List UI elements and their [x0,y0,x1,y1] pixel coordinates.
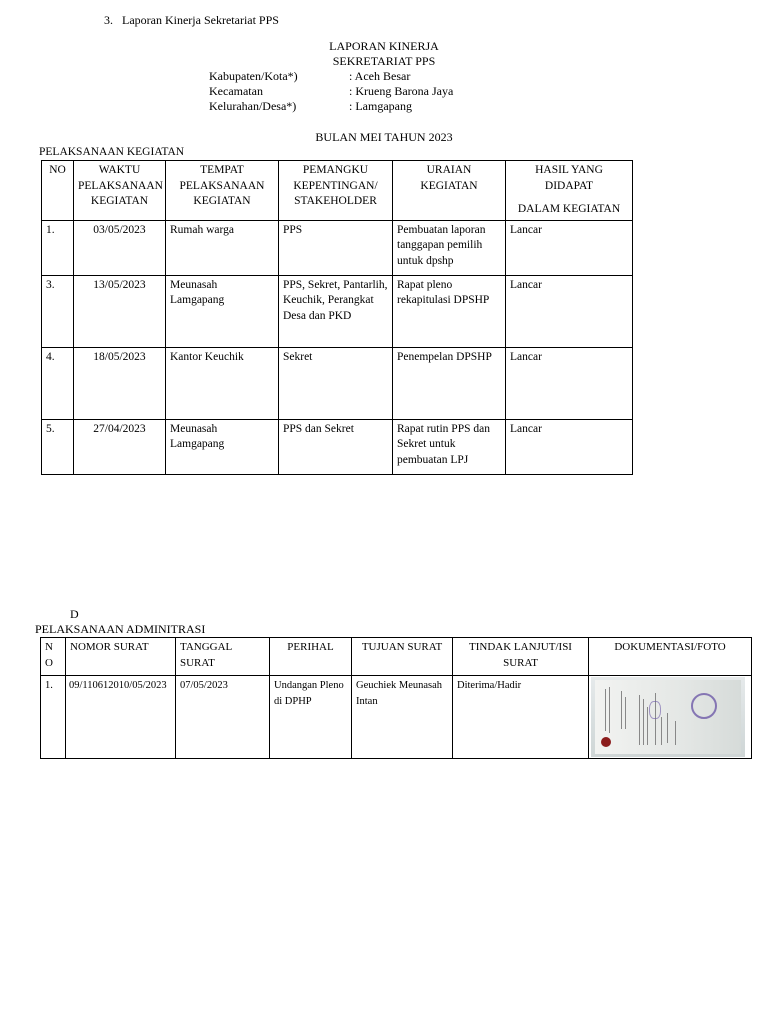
cell-waktu: 13/05/2023 [74,275,166,347]
cell-tempat: Meunasah Lamgapang [166,419,279,474]
admin-cell-tindak: Diterima/Hadir [453,676,589,759]
cell-hasil: Lancar [506,220,633,275]
cell-uraian: Pembuatan laporan tanggapan pemilih untuk dpshp [393,220,506,275]
admin-header-tujuan: TUJUAN SURAT [352,638,453,676]
cell-pemangku: PPS [279,220,393,275]
header-uraian: URAIAN KEGIATAN [393,161,506,221]
location-kecamatan: Kecamatan : Krueng Barona Jaya [209,84,454,98]
cell-tempat: Meunasah Lamgapang [166,275,279,347]
report-title [0,39,768,69]
admin-cell-no: 1. [41,676,66,759]
cell-hasil: Lancar [506,419,633,474]
admin-table [40,637,752,759]
admin-cell-perihal: Undangan Pleno di DPHP [270,676,352,759]
signature-icon [649,701,661,719]
cell-uraian: Rapat rutin PPS dan Sekret untuk pembuatan LPJ [393,419,506,474]
kegiatan-header-row [42,161,633,221]
admin-header-tanggal: TANGGAL SURAT [176,638,270,676]
cell-hasil: Lancar [506,275,633,347]
location-kelurahan: Kelurahan/Desa*) : Lamgapang [209,99,412,113]
cell-pemangku: PPS dan Sekret [279,419,393,474]
admin-header-dok: DOKUMENTASI/FOTO [589,638,752,676]
cell-pemangku: Sekret [279,347,393,419]
report-period: BULAN MEI TAHUN 2023 [315,130,453,144]
admin-section-label: PELAKSANAAN ADMINITRASI [35,622,206,636]
table-row [42,419,633,474]
kegiatan-section-label: PELAKSANAAN KEGIATAN [39,146,185,158]
kegiatan-table [41,160,633,475]
document-photo[interactable] [591,677,745,757]
admin-header-no: N O [41,638,66,676]
admin-cell-tujuan: Geuchiek Meunasah Intan [352,676,453,759]
cell-pemangku: PPS, Sekret, Pantarlih, Keuchik, Perangkat Desa dan PKD [279,275,393,347]
header-pemangku: PEMANGKU KEPENTINGAN/ STAKEHOLDER [279,161,393,221]
cell-no: 1. [42,220,74,275]
cell-no: 5. [42,419,74,474]
cell-uraian: Penempelan DPSHP [393,347,506,419]
location-kabupaten: Kabupaten/Kota*) : Aceh Besar [209,69,411,83]
header-hasil: HASIL YANG DIDAPAT DALAM KEGIATAN [506,161,633,221]
header-tempat: TEMPAT PELAKSANAAN KEGIATAN [166,161,279,221]
table-row [41,676,752,759]
heading-text: Laporan Kinerja Sekretariat PPS [122,13,279,27]
cell-waktu: 27/04/2023 [74,419,166,474]
cell-waktu: 03/05/2023 [74,220,166,275]
location-block [209,69,453,114]
cell-hasil: Lancar [506,347,633,419]
header-no: NO [42,161,74,221]
admin-header-row [41,638,752,676]
cell-no: 3. [42,275,74,347]
cell-uraian: Rapat pleno rekapitulasi DPSHP [393,275,506,347]
admin-cell-tanggal: 07/05/2023 [176,676,270,759]
table-row [42,220,633,275]
admin-cell-nomor: 09/110612010/05/2023 [66,676,176,759]
stamp-icon [691,693,717,719]
admin-cell-dok [589,676,752,759]
cell-tempat: Rumah warga [166,220,279,275]
admin-header-perihal: PERIHAL [270,638,352,676]
cell-tempat: Kantor Keuchik [166,347,279,419]
table-row [42,347,633,419]
logo-icon [601,737,611,747]
header-waktu: WAKTU PELAKSANAAN KEGIATAN [74,161,166,221]
heading-number: 3. [104,13,113,27]
title-line-1: LAPORAN KINERJA [329,39,439,53]
admin-header-tindak: TINDAK LANJUT/ISI SURAT [453,638,589,676]
cell-waktu: 18/05/2023 [74,347,166,419]
table-row [42,275,633,347]
admin-marker: D [70,607,79,621]
cell-no: 4. [42,347,74,419]
section-heading [104,13,279,28]
admin-header-nomor: NOMOR SURAT [66,638,176,676]
title-line-2: SEKRETARIAT PPS [332,54,436,68]
